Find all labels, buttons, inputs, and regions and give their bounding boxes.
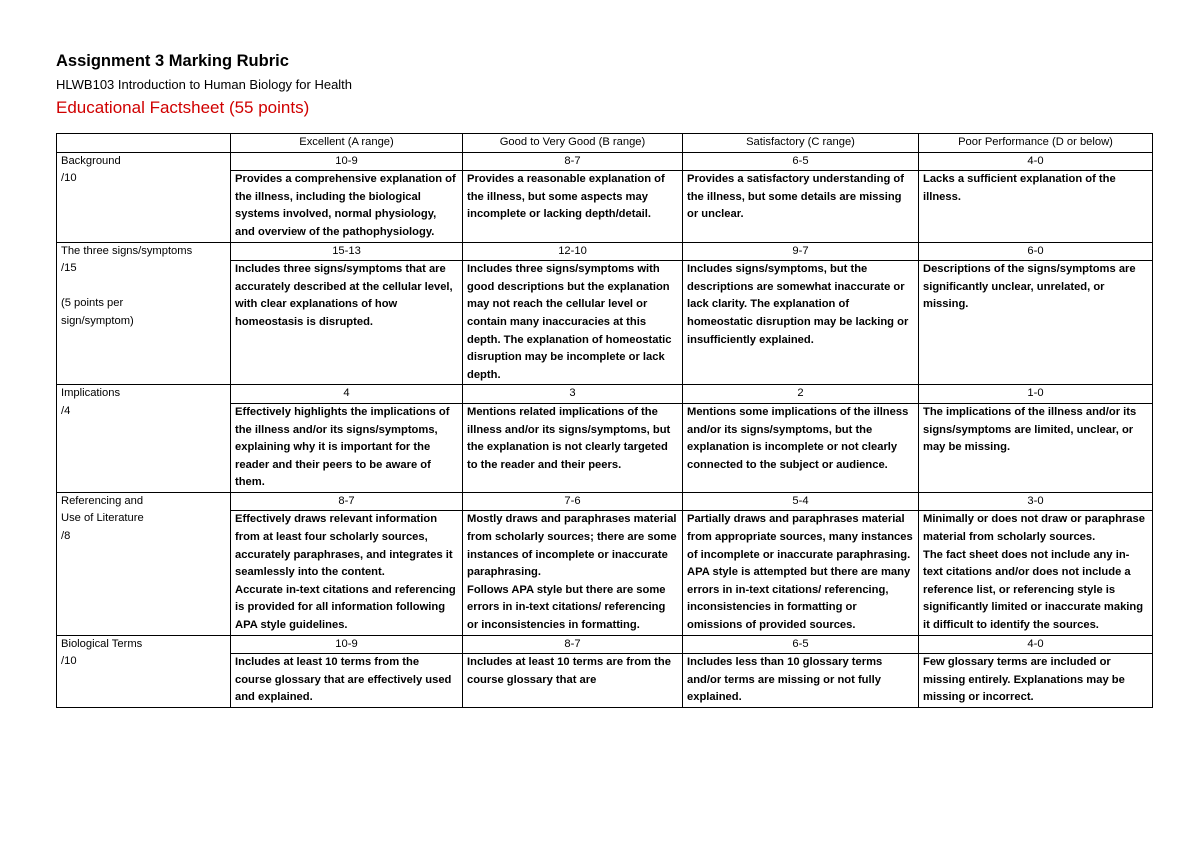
description-cell: Provides a satisfactory understanding of the illness, but some details are missing or unclear. [683, 171, 919, 242]
description-cell: Partially draws and paraphrases material from appropriate sources, many instances of incomplete or inaccurate paraphrasing. APA style is attempted but there are many errors in in-text citations/ referencing, inconsistencies in formatting or omissions of provided sources. [683, 511, 919, 635]
score-range-cell: 6-0 [919, 242, 1153, 261]
description-cell: Mentions related implications of the illness and/or its signs/symptoms, but the explanation is not clearly targeted to the reader and their peers. [463, 403, 683, 492]
score-row [57, 635, 1153, 654]
description-cell: Includes three signs/symptoms that are accurately described at the cellular level, with clear explanations of how homeostasis is disrupted. [231, 261, 463, 385]
score-range-cell: 15-13 [231, 242, 463, 261]
score-range-cell: 7-6 [463, 492, 683, 511]
column-header-poor: Poor Performance (D or below) [919, 134, 1153, 153]
description-cell: Minimally or does not draw or paraphrase material from scholarly sources. The fact sheet does not include any in-text citations and/or does not include a reference list, or referencing style is significantly limited or inaccurate making it difficult to identify the sources. [919, 511, 1153, 635]
criterion-cell: The three signs/symptoms /15 (5 points per sign/symptom) [57, 242, 231, 385]
marking-rubric-table [56, 133, 1153, 708]
description-cell: Effectively highlights the implications of the illness and/or its signs/symptoms, explaining why it is important for the reader and their peers to be aware of them. [231, 403, 463, 492]
criterion-cell: Biological Terms /10 [57, 635, 231, 707]
description-cell: Lacks a sufficient explanation of the illness. [919, 171, 1153, 242]
column-header-good: Good to Very Good (B range) [463, 134, 683, 153]
criterion-cell: Implications /4 [57, 385, 231, 493]
score-range-cell: 4-0 [919, 635, 1153, 654]
description-cell: Includes at least 10 terms are from the course glossary that are [463, 654, 683, 708]
score-range-cell: 6-5 [683, 152, 919, 171]
score-range-cell: 10-9 [231, 152, 463, 171]
score-row [57, 492, 1153, 511]
page-title: Assignment 3 Marking Rubric [56, 52, 289, 70]
section-heading: Educational Factsheet (55 points) [56, 98, 310, 117]
description-cell: Few glossary terms are included or missing entirely. Explanations may be missing or incorrect. [919, 654, 1153, 708]
score-range-cell: 3 [463, 385, 683, 404]
score-range-cell: 12-10 [463, 242, 683, 261]
score-range-cell: 3-0 [919, 492, 1153, 511]
score-range-cell: 8-7 [463, 635, 683, 654]
criterion-cell: Background /10 [57, 152, 231, 242]
description-cell: Mostly draws and paraphrases material from scholarly sources; there are some instances of incomplete or inaccurate paraphrasing. Follows APA style but there are some errors in in-text citations/ referencing or inconsistencies in formatting. [463, 511, 683, 635]
column-header-criterion [57, 134, 231, 153]
score-range-cell: 10-9 [231, 635, 463, 654]
score-row [57, 385, 1153, 404]
description-cell: Descriptions of the signs/symptoms are significantly unclear, unrelated, or missing. [919, 261, 1153, 385]
description-cell: Includes three signs/symptoms with good descriptions but the explanation may not reach the cellular level or contain many inaccuracies at this depth. The explanation of homeostatic disruption may be incomplete or lack depth. [463, 261, 683, 385]
description-cell: Mentions some implications of the illness and/or its signs/symptoms, but the explanation is incomplete or not clearly connected to the subject or audience. [683, 403, 919, 492]
column-header-satisfactory: Satisfactory (C range) [683, 134, 919, 153]
course-subtitle: HLWB103 Introduction to Human Biology for Health [56, 77, 353, 92]
score-range-cell: 9-7 [683, 242, 919, 261]
description-cell: Effectively draws relevant information from at least four scholarly sources, accurately paraphrases, and integrates it seamlessly into the content. Accurate in-text citations and referencing is provided for all information following APA style guidelines. [231, 511, 463, 635]
score-row [57, 152, 1153, 171]
score-row [57, 242, 1153, 261]
score-range-cell: 8-7 [463, 152, 683, 171]
header-row [57, 134, 1153, 153]
description-cell: Provides a reasonable explanation of the illness, but some aspects may incomplete or lacking depth/detail. [463, 171, 683, 242]
description-cell: Includes at least 10 terms from the course glossary that are effectively used and explained. [231, 654, 463, 708]
score-range-cell: 4-0 [919, 152, 1153, 171]
description-cell: Provides a comprehensive explanation of the illness, including the biological systems involved, normal physiology, and overview of the pathophysiology. [231, 171, 463, 242]
column-header-excellent: Excellent (A range) [231, 134, 463, 153]
score-range-cell: 4 [231, 385, 463, 404]
score-range-cell: 2 [683, 385, 919, 404]
criterion-cell: Referencing and Use of Literature /8 [57, 492, 231, 635]
score-range-cell: 6-5 [683, 635, 919, 654]
description-cell: Includes signs/symptoms, but the descriptions are somewhat inaccurate or lack clarity. The explanation of homeostatic disruption may be lacking or insufficiently explained. [683, 261, 919, 385]
description-cell: Includes less than 10 glossary terms and/or terms are missing or not fully explained. [683, 654, 919, 708]
description-cell: The implications of the illness and/or its signs/symptoms are limited, unclear, or may be missing. [919, 403, 1153, 492]
score-range-cell: 5-4 [683, 492, 919, 511]
score-range-cell: 1-0 [919, 385, 1153, 404]
score-range-cell: 8-7 [231, 492, 463, 511]
